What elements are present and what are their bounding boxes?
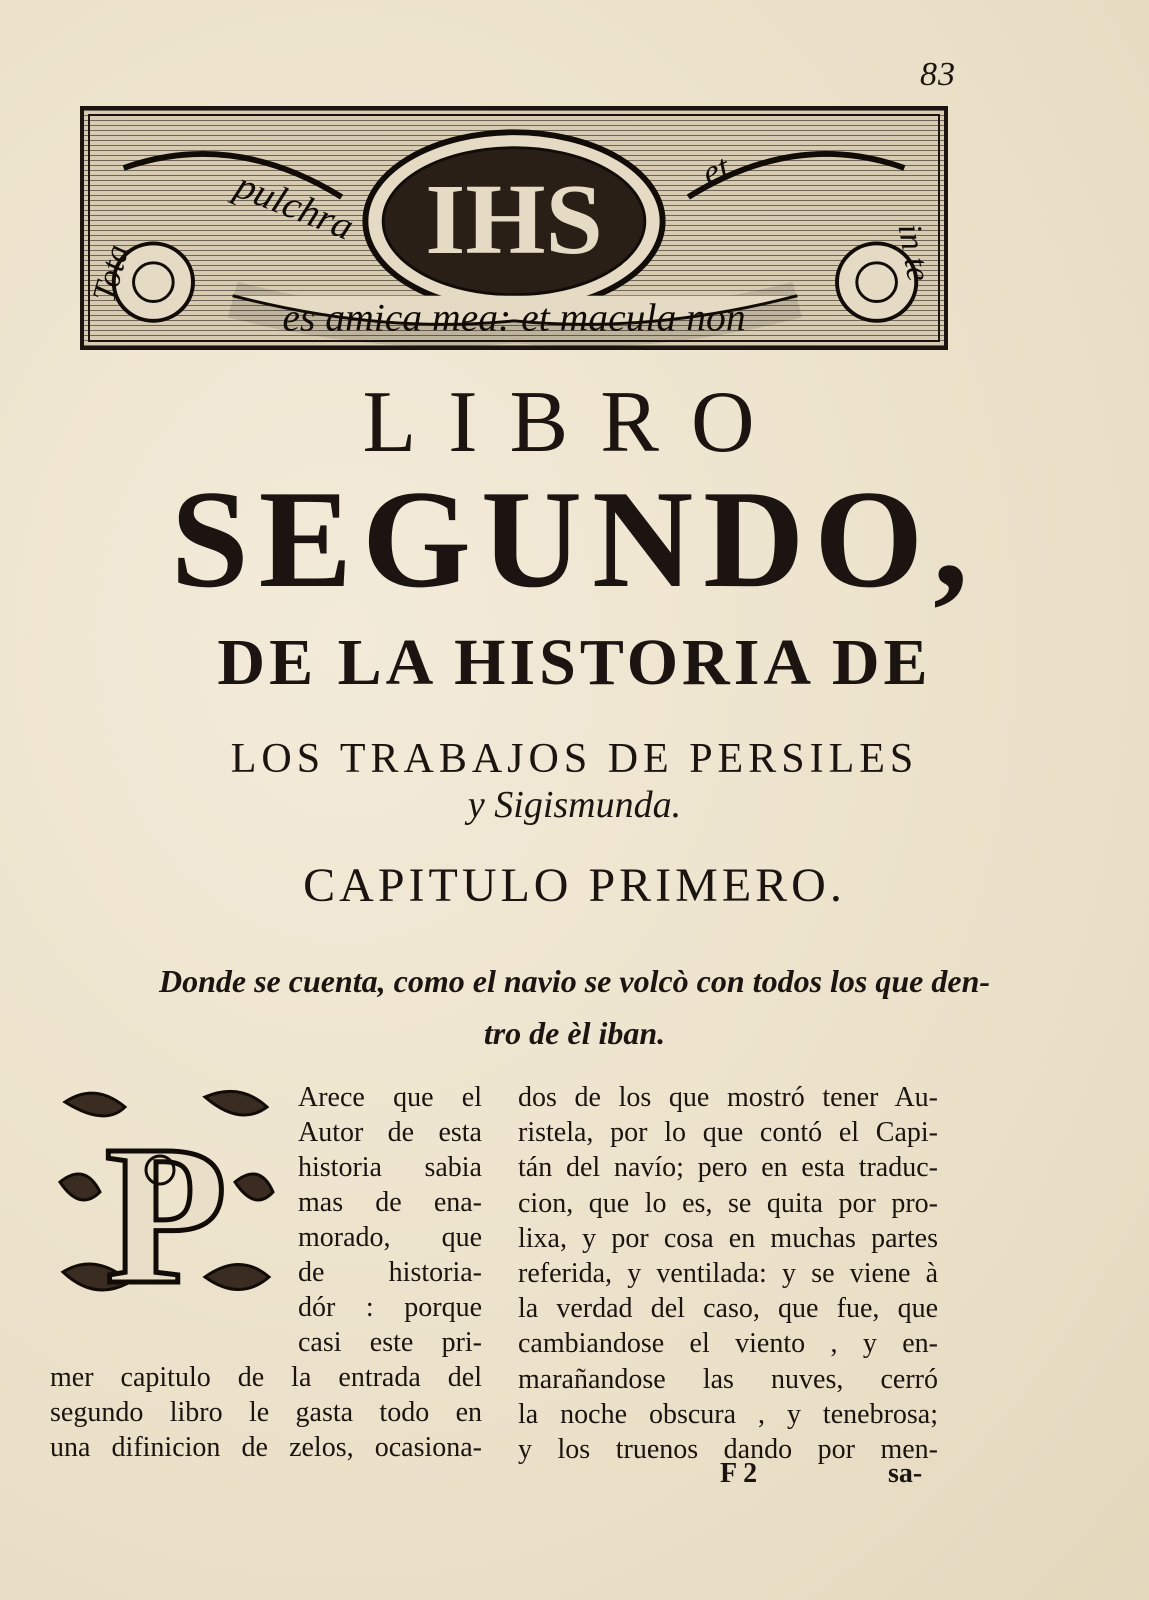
drop-cap-illustration xyxy=(55,1082,277,1312)
text-line: Autor de esta xyxy=(298,1117,482,1148)
title-historia: DE LA HISTORIA DE xyxy=(217,626,932,699)
text-line: ristela, por lo que contó el Capi- xyxy=(518,1117,938,1149)
text-line: la verdad del caso, que fue, que xyxy=(518,1293,938,1325)
body-right-column xyxy=(518,1080,938,1467)
chapter-heading: CAPITULO PRIMERO. xyxy=(303,859,846,912)
body-left-column xyxy=(50,1360,482,1465)
motto-banner: es amica mea: et macula non xyxy=(282,296,746,340)
text-line: una difinicion de zelos, ocasiona- xyxy=(50,1432,482,1463)
ihs-monogram: IHS xyxy=(425,164,603,276)
text-line: referida, y ventilada: y se viene à xyxy=(518,1258,938,1290)
text-line: dór : porque xyxy=(298,1292,482,1323)
drop-cap-ornament xyxy=(55,1082,277,1312)
signature-mark: F 2 xyxy=(720,1458,758,1489)
summary-line: Donde se cuenta, como el navio se volcò con todos los que den- xyxy=(158,963,991,999)
chapter-summary xyxy=(50,955,1099,1059)
text-line: cion, que lo es, se quita por pro- xyxy=(518,1187,938,1219)
text-line: mas de ena- xyxy=(298,1187,482,1218)
text-line: historia sabia xyxy=(298,1152,482,1183)
text-line: segundo libro le gasta todo en xyxy=(50,1397,482,1428)
motto-far-left: Tota xyxy=(85,240,137,306)
ornament-illustration xyxy=(84,110,944,346)
text-line: lixa, y por cosa en muchas partes xyxy=(518,1222,938,1254)
text-line: Arece que el xyxy=(298,1082,482,1113)
text-line: tán del navío; pero en esta traduc- xyxy=(518,1152,938,1184)
woodcut-ornament-header xyxy=(80,106,948,350)
catchword: sa- xyxy=(888,1458,923,1489)
text-line: mer capitulo de la entrada del xyxy=(50,1362,482,1393)
title-sigismunda: y Sigismunda. xyxy=(467,784,682,826)
text-line: casi este pri- xyxy=(298,1327,482,1358)
text-line: morado, que xyxy=(298,1222,482,1253)
title-segundo: SEGUNDO, xyxy=(170,462,979,617)
motto-far-right: in te xyxy=(890,221,938,285)
drop-cap-letter: P xyxy=(104,1105,228,1312)
body-narrow-column xyxy=(298,1080,482,1360)
text-line: y los truenos dando por men- xyxy=(518,1434,938,1466)
page-number: 83 xyxy=(920,56,956,93)
motto-upper-left: pulchra xyxy=(229,163,360,249)
text-line: dos de los que mostró tener Au- xyxy=(518,1082,938,1113)
title-trabajos: LOS TRABAJOS DE PERSILES xyxy=(230,736,919,782)
text-line: marañandose las nuves, cerró xyxy=(518,1363,938,1395)
summary-line: tro de èl iban. xyxy=(483,1015,666,1051)
title-libro: LIBRO xyxy=(362,374,787,471)
text-line: de historia- xyxy=(298,1257,482,1288)
text-line: cambiandose el viento , y en- xyxy=(518,1328,938,1360)
text-line: la noche obscura , y tenebrosa; xyxy=(518,1398,938,1430)
motto-upper-right: et xyxy=(696,147,736,193)
